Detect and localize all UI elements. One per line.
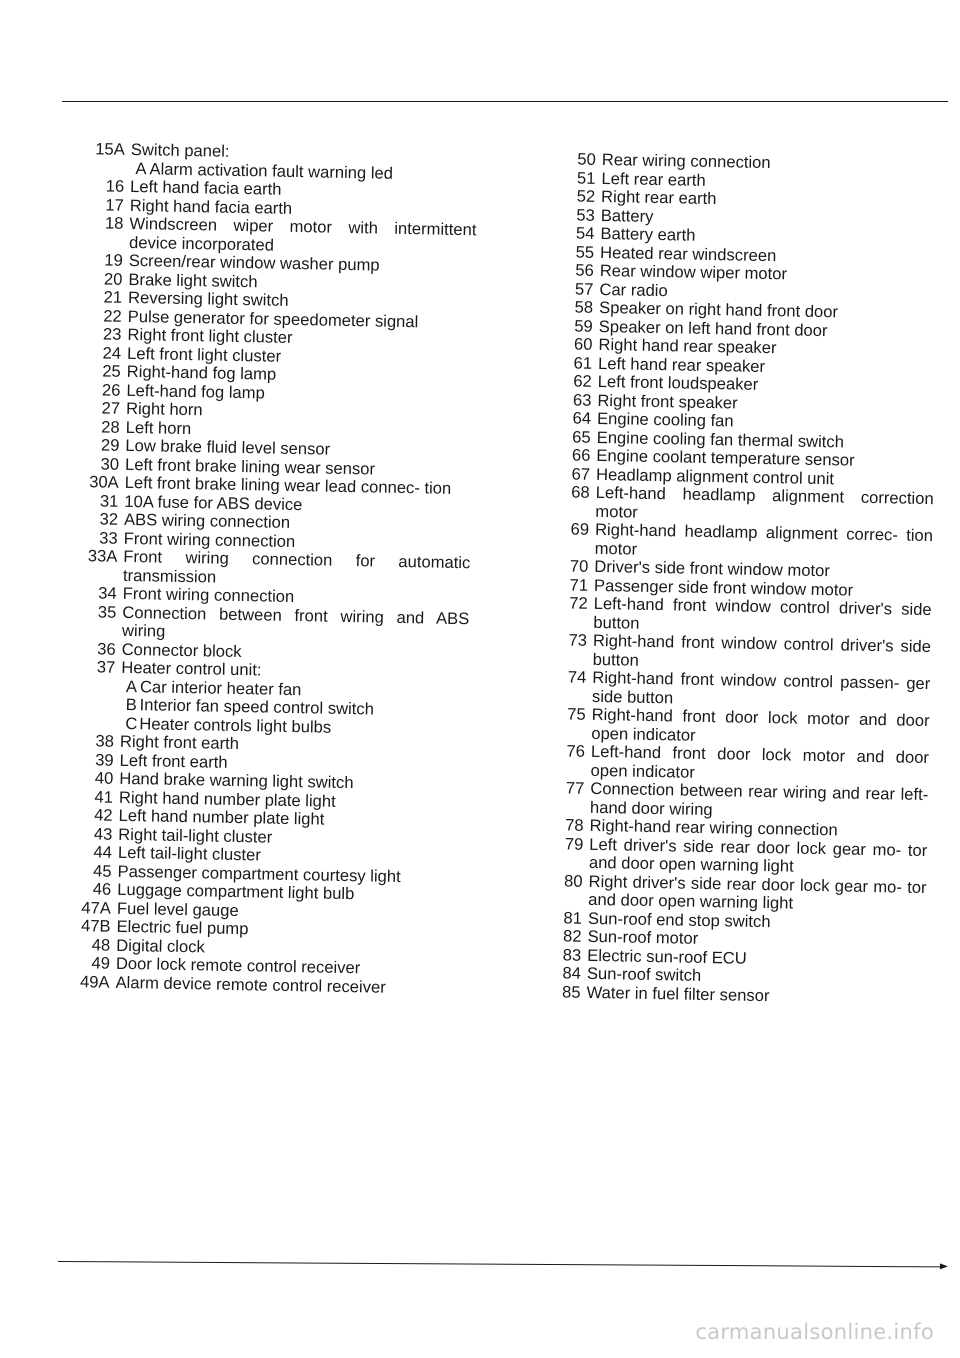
legend-entry-text: Front wiring connection for automatic transmission — [122, 546, 471, 587]
legend-entry-number: 79 — [564, 833, 584, 854]
legend-entry-text: Right-hand fog lamp — [126, 361, 277, 384]
bottom-rule — [58, 1261, 944, 1267]
legend-entry-number: 78 — [564, 815, 584, 835]
legend-entry-number: 28 — [101, 416, 120, 437]
legend-entry-number: 17 — [105, 195, 124, 215]
legend-sub-entry-text: Interior fan speed control switch — [139, 695, 375, 719]
legend-entry-number: 65 — [572, 426, 591, 447]
legend-sub-entry-letter: B — [125, 694, 137, 715]
legend-entry-text: Heater control unit: — [121, 657, 262, 680]
legend-entry-number: 51 — [576, 168, 596, 188]
legend-entry-number: 33 — [99, 527, 118, 548]
legend-entry-text: Fuel level gauge — [116, 898, 239, 920]
legend-entry-number: 49 — [91, 953, 111, 973]
legend-entry-text: Left hand facia earth — [129, 176, 282, 199]
legend-entry-number: 52 — [576, 186, 596, 206]
legend-entry-number: 84 — [562, 963, 582, 983]
legend-entry-number: 75 — [567, 704, 586, 724]
legend-sub-entry-text: Car interior heater fan — [139, 676, 302, 699]
legend-entry-text: Left front earth — [119, 750, 228, 772]
legend-entry-number: 72 — [569, 593, 588, 613]
legend-entry-number: 15A — [95, 139, 126, 159]
legend-entry-text: Battery — [600, 205, 654, 226]
legend-entry-text: Passenger compartment courtesy light — [117, 861, 401, 886]
legend-entry-number: 29 — [100, 435, 120, 455]
legend-entry-text: Left front brake lining wear sensor — [124, 454, 376, 478]
legend-entry-number: 26 — [101, 379, 121, 400]
legend-entry-text: Left front loudspeaker — [597, 371, 759, 394]
legend-entry-number: 67 — [571, 463, 591, 484]
legend-entry-text: Alarm device remote control receiver — [115, 972, 386, 997]
legend-entry-text: ABS wiring connection — [123, 509, 291, 532]
legend-entry-text: Left hand number plate light — [118, 805, 325, 829]
legend-entry-number: 71 — [569, 574, 589, 595]
legend-entry-number: 58 — [574, 297, 594, 317]
legend-entry-text: Car radio — [599, 279, 668, 300]
legend-entry-number: 25 — [102, 361, 121, 381]
legend-entry-text: Rear wiring connection — [601, 149, 771, 173]
legend-entry-number: 24 — [102, 342, 122, 363]
legend-entry-text: Sun-roof motor — [587, 926, 699, 948]
legend-entry-text: Left hand rear speaker — [597, 353, 766, 376]
legend-entry-number: 22 — [103, 305, 122, 326]
legend-entry-number: 43 — [93, 823, 113, 844]
legend-entry-text: Right front earth — [119, 731, 240, 754]
legend-sub-entry-text: Alarm activation fault warning led — [149, 158, 394, 183]
legend-entry-number: 40 — [94, 768, 114, 788]
legend-entry-number: 30 — [100, 453, 120, 474]
legend-entry-text: Right rear earth — [600, 186, 717, 209]
legend-entry-text: Connection between rear wiring and rear left-hand door wiring — [589, 778, 929, 819]
legend-entry-number: 18 — [104, 213, 124, 233]
legend-entry-text: Windscreen wiper motor with intermittent device incorporated — [128, 213, 477, 255]
legend-entry-text: Right hand number plate light — [118, 787, 336, 811]
legend-entry-text: Right-hand front window control passen- ger side button — [591, 667, 931, 707]
legend-entry-number: 64 — [572, 408, 592, 428]
legend-entry-text: Sun-roof switch — [586, 963, 702, 985]
legend-entry-text: Right driver's side rear door lock gear mo- tor and door open warning light — [588, 871, 927, 913]
legend-entry-text: Left rear earth — [601, 168, 706, 190]
legend-sub-entry-letter: A — [125, 676, 138, 696]
legend-entry-text: Water in fuel filter sensor — [586, 982, 770, 1005]
legend-entry-text: Left horn — [125, 417, 192, 438]
legend-entry-text: Luggage compartment light bulb — [117, 879, 355, 904]
legend-entry-text: Brake light switch — [128, 269, 258, 291]
legend-sub-entry-letter: C — [125, 713, 138, 733]
legend-entry-number: 77 — [565, 778, 585, 798]
legend-entry-text: Headlamp alignment control unit — [595, 464, 835, 488]
legend-entry-text: Front wiring connection — [122, 583, 295, 607]
legend-entry-text: Left-hand headlamp alignment correction motor — [595, 482, 934, 522]
legend-entry-text: Right-hand headlamp alignment correc- tion motor — [594, 519, 934, 559]
watermark: carmanualsonline.info — [695, 1320, 934, 1344]
legend-entry-number: 36 — [97, 638, 116, 659]
legend-entry-number: 74 — [567, 667, 587, 687]
legend-entry-text: Battery earth — [600, 223, 696, 245]
legend-entry-number: 66 — [571, 445, 591, 465]
legend-entry-text: Heated rear windscreen — [599, 242, 777, 265]
legend-entry-number: 27 — [101, 398, 121, 418]
legend-entry-text: Left-hand fog lamp — [126, 380, 265, 402]
legend-entry-text: Connection between front wiring and ABS wiring — [121, 602, 470, 641]
legend-entry-number: 39 — [95, 749, 114, 770]
legend-entry-number: 47B — [80, 916, 111, 936]
legend-entry-text: Door lock remote control receiver — [115, 953, 361, 978]
legend-entry-number: 35 — [97, 601, 117, 622]
legend-entry-number: 83 — [562, 944, 582, 965]
legend-entry-text: Left driver's side rear door lock gear mo- tor and door open warning light — [588, 834, 928, 876]
legend-entry-text: Right hand rear speaker — [598, 334, 777, 358]
legend-entry-text: Sun-roof end stop switch — [587, 908, 771, 931]
legend-entry-text: Hand brake warning light switch — [119, 768, 354, 793]
legend-entry-text: 10A fuse for ABS device — [124, 491, 303, 514]
legend-entry-number: 32 — [99, 509, 119, 529]
legend-entry-number: 41 — [94, 786, 114, 807]
legend-entry-text: Digital clock — [116, 935, 205, 956]
legend-entry-text: Reversing light switch — [127, 287, 289, 310]
legend-entry-number: 53 — [576, 205, 595, 225]
legend-entry-text: Left-hand front door lock motor and door open indicator — [590, 741, 930, 782]
legend-entry-text: Screen/rear window washer pump — [128, 250, 380, 275]
legend-entry-number: 47A — [81, 897, 112, 918]
legend-entry-text: Right tail-light cluster — [118, 824, 273, 847]
legend-entry-text: Connector block — [121, 639, 242, 661]
legend-entry-text: Left tail-light cluster — [117, 842, 262, 865]
legend-entry-number: 49A — [79, 971, 110, 992]
legend-entry-text: Electric sun-roof ECU — [587, 945, 747, 968]
legend-entry-number: 21 — [103, 287, 123, 307]
legend-column-left — [62, 140, 478, 998]
legend-entry-number: 63 — [572, 390, 592, 410]
legend-entry-number: 50 — [577, 149, 597, 169]
legend-entry-number: 68 — [571, 482, 590, 502]
legend-entry-number: 45 — [92, 860, 112, 881]
legend-entry-text: Right front light cluster — [127, 324, 293, 347]
legend-entry-number: 37 — [96, 657, 116, 677]
legend-entry-text: Right front speaker — [597, 390, 738, 413]
legend-entry-text: Right-hand front door lock motor and door open indicator — [591, 704, 930, 745]
legend-entry-number: 55 — [575, 242, 595, 262]
legend-entry-number: 76 — [566, 741, 586, 761]
legend-entry-text: Right horn — [125, 398, 203, 420]
legend-entry-text: Left front light cluster — [126, 343, 282, 366]
legend-entry-text: Pulse generator for speedometer signal — [127, 306, 419, 331]
legend-entry-number: 23 — [102, 324, 122, 344]
legend-entry-number: 70 — [569, 556, 589, 576]
legend-entry-number: 31 — [99, 490, 119, 511]
legend-entry-text: Low brake fluid level sensor — [125, 435, 331, 459]
legend-entry-number: 44 — [93, 842, 113, 862]
legend-entry-text: Engine coolant temperature sensor — [596, 445, 855, 470]
legend-sub-entry-text: Heater controls light bulbs — [139, 713, 332, 737]
legend-entry-text: Right-hand rear wiring connection — [589, 815, 838, 840]
legend-entry-number: 30A — [89, 472, 119, 492]
legend-entry-number: 82 — [562, 926, 582, 946]
legend-entry-text: Engine cooling fan thermal switch — [596, 427, 845, 451]
legend-entry-number: 57 — [574, 279, 594, 299]
legend-entry-text: Right-hand front window control driver's side button — [592, 630, 932, 670]
legend-entry-number: 80 — [563, 870, 583, 891]
legend-entry-number: 56 — [575, 260, 594, 280]
legend-entry-text: Electric fuel pump — [116, 916, 249, 939]
legend-entry-number: 59 — [574, 316, 593, 336]
legend-entry-text: Left front brake lining wear lead connec- tion — [124, 472, 452, 498]
legend-entry-text: Switch panel: — [130, 139, 230, 161]
legend-entry-number: 81 — [563, 907, 583, 928]
legend-entry-number: 34 — [98, 583, 117, 603]
legend-entry-number: 61 — [573, 353, 593, 373]
legend-entry-number: 33A — [87, 546, 118, 566]
legend-entry-number: 38 — [95, 731, 115, 751]
legend-entry-number: 48 — [91, 934, 111, 955]
legend-entry-text: Left-hand front window control driver's side button — [593, 593, 932, 633]
legend-column-right — [532, 150, 940, 1008]
legend-entry-number: 20 — [103, 269, 123, 289]
legend-entry-text: Engine cooling fan — [596, 408, 734, 431]
legend-sub-entry-letter: A — [135, 158, 147, 178]
legend-entry-number: 85 — [561, 981, 581, 1002]
legend-entry-text: Front wiring connection — [123, 528, 296, 551]
legend-entry-number: 73 — [568, 630, 588, 650]
legend-entry-number: 42 — [93, 805, 113, 825]
legend-entry-text: Speaker on right hand front door — [598, 297, 839, 322]
legend-entry-text: Passenger side front window motor — [593, 575, 854, 600]
legend-entry-text: Rear window wiper motor — [599, 260, 788, 284]
legend-entry-number: 46 — [92, 879, 112, 899]
legend-entry-number: 19 — [104, 250, 123, 270]
legend-entry-number: 62 — [573, 371, 592, 391]
legend-entry-number: 54 — [575, 223, 595, 243]
top-rule — [62, 101, 948, 102]
legend-entry-text: Right hand facia earth — [129, 195, 293, 218]
legend-entry-text: Speaker on left hand front door — [598, 316, 828, 340]
legend-entry-number: 69 — [570, 519, 590, 539]
legend-entry-number: 16 — [105, 176, 125, 196]
legend-entry-number: 60 — [573, 334, 593, 354]
legend-entry-text: Driver's side front window motor — [594, 556, 831, 581]
